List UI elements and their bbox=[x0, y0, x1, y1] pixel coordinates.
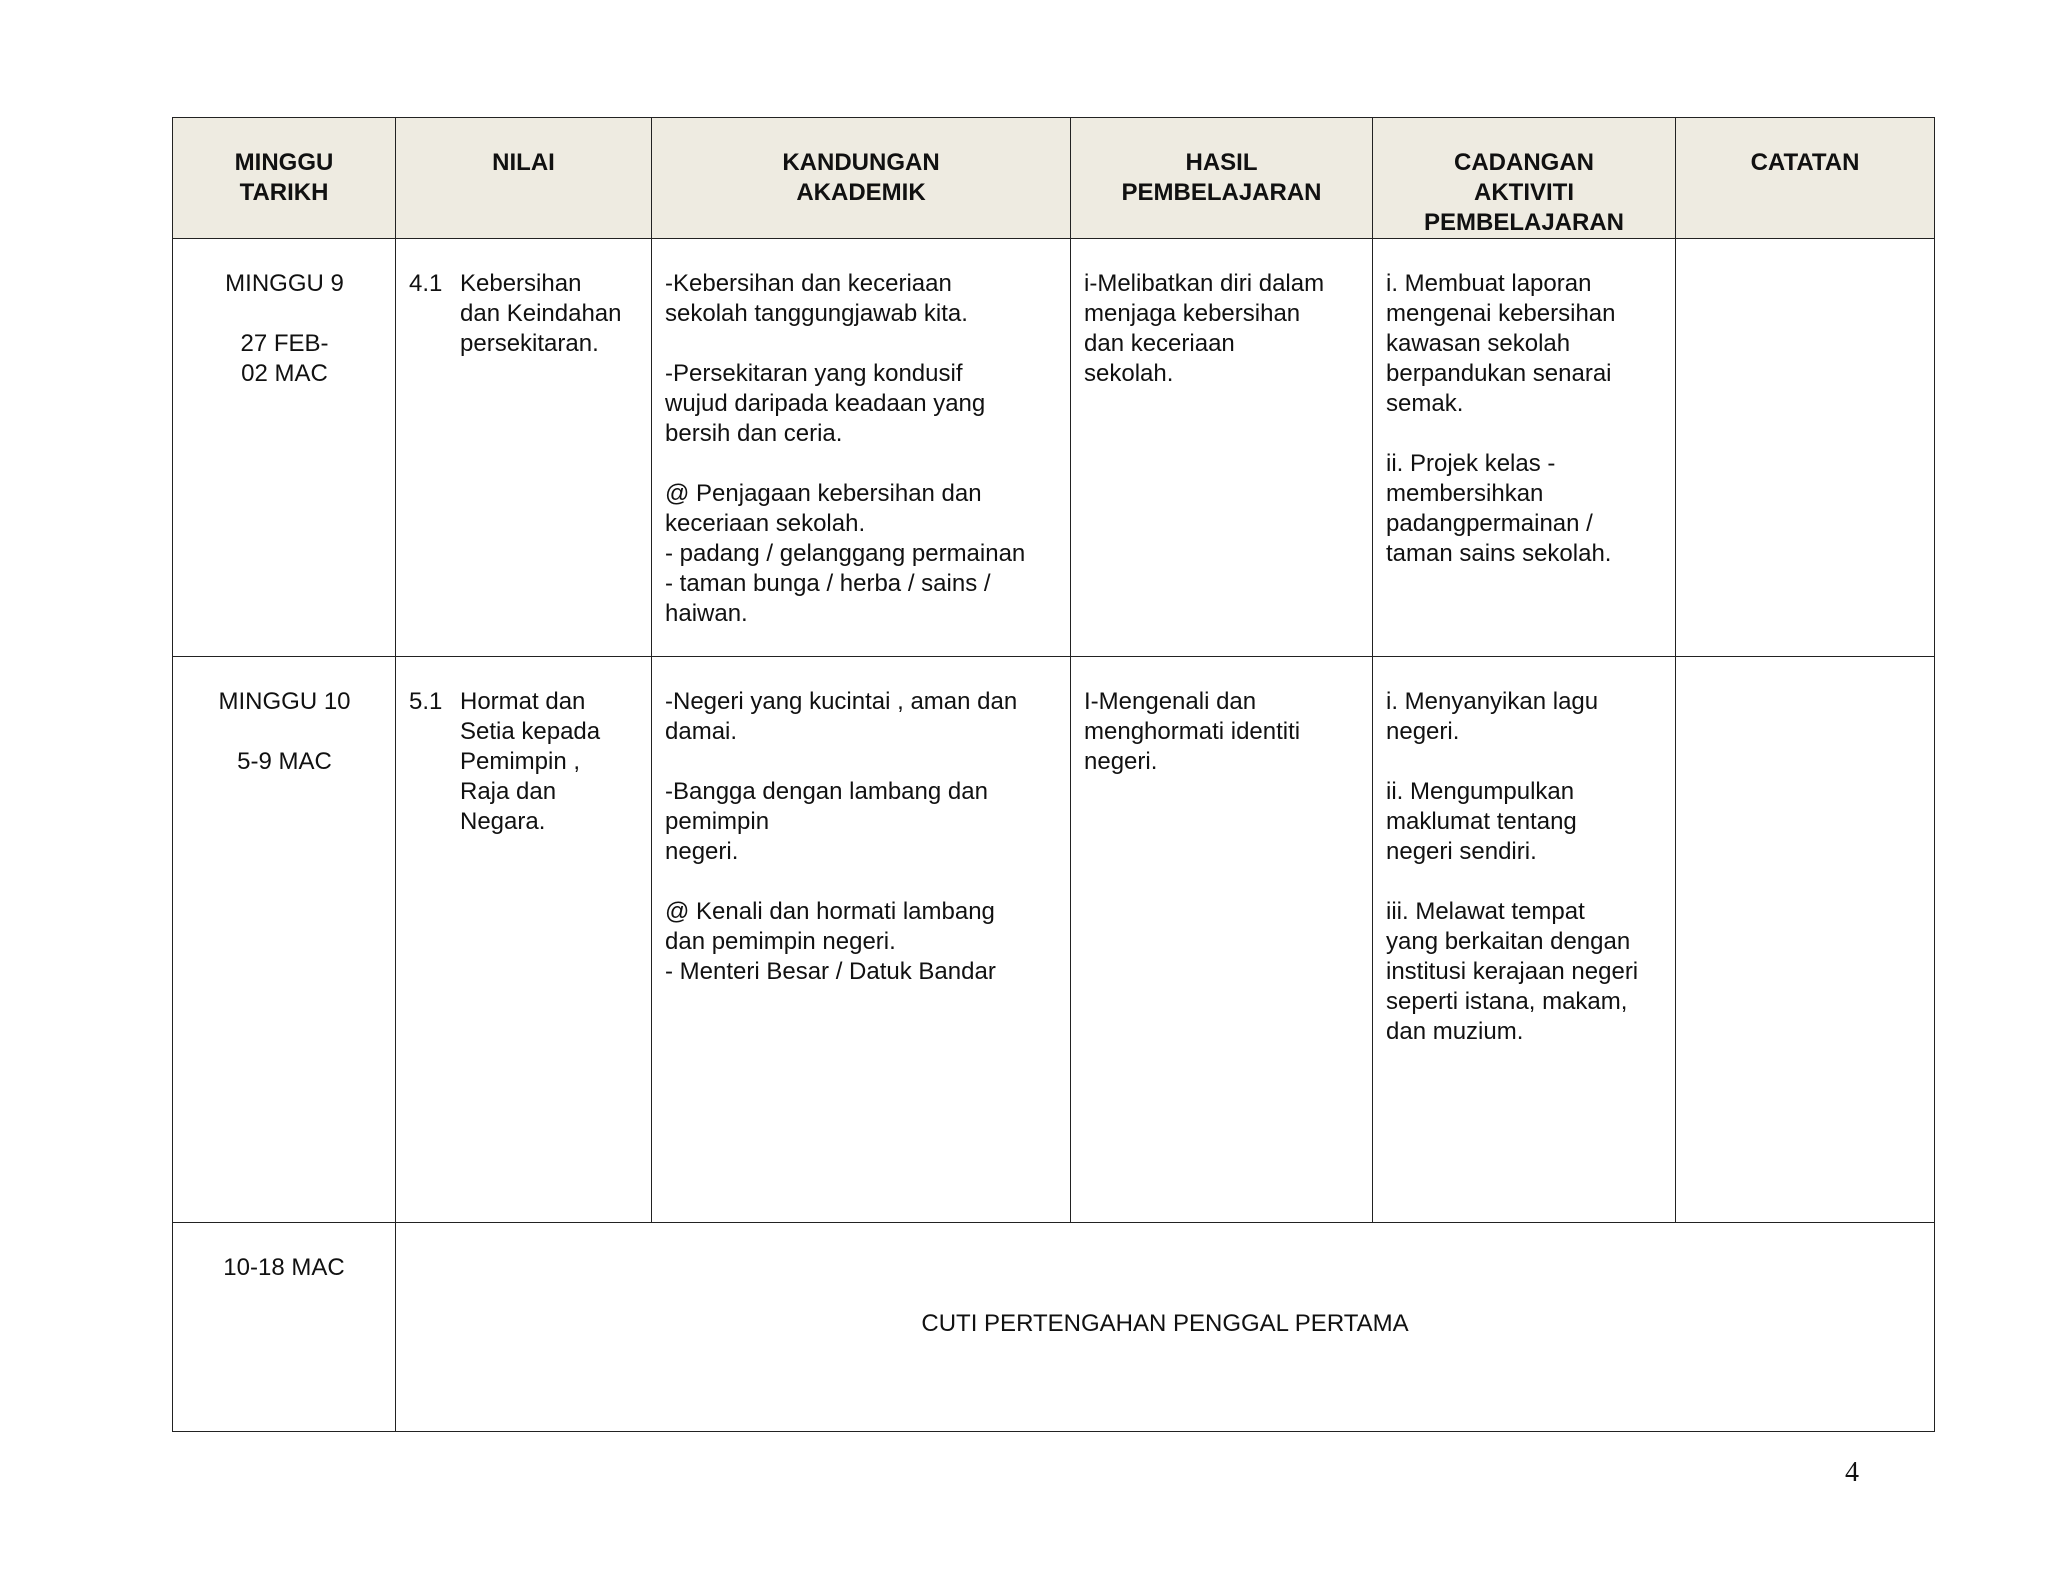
kandungan-cell bbox=[652, 657, 1071, 1223]
cadangan-cell bbox=[1373, 239, 1676, 657]
table-row bbox=[173, 657, 1935, 1223]
cadangan-item: i. Menyanyikan lagu negeri. bbox=[1386, 688, 1599, 745]
week-cell bbox=[173, 657, 396, 1223]
page-number: 4 bbox=[1845, 1457, 1859, 1488]
nilai-text: Hormat dan Setia kepada Pemimpin , Raja dan Negara. bbox=[460, 688, 601, 835]
break-text-cell bbox=[396, 1223, 1935, 1432]
kandungan-paragraph: -Persekitaran yang kondusif wujud daripada keadaan yang bersih dan ceria. bbox=[665, 360, 986, 447]
catatan-cell bbox=[1676, 239, 1935, 657]
date-label: 5-9 MAC bbox=[237, 748, 332, 775]
kandungan-paragraph: -Kebersihan dan keceriaan sekolah tanggungjawab kita. bbox=[665, 270, 968, 327]
week-label: MINGGU 10 bbox=[218, 688, 351, 715]
hasil-cell bbox=[1071, 239, 1373, 657]
week-label: MINGGU 9 bbox=[225, 270, 344, 297]
break-text: CUTI PERTENGAHAN PENGGAL PERTAMA bbox=[921, 1310, 1409, 1337]
break-date-label: 10-18 MAC bbox=[223, 1254, 345, 1281]
kandungan-cell bbox=[652, 239, 1071, 657]
nilai-number: 4.1 bbox=[409, 270, 443, 297]
cadangan-item: ii. Projek kelas - membersihkan padangpermainan / taman sains sekolah. bbox=[1386, 450, 1612, 567]
catatan-cell bbox=[1676, 657, 1935, 1223]
cadangan-item: ii. Mengumpulkan maklumat tentang negeri sendiri. bbox=[1386, 778, 1577, 865]
header-row bbox=[173, 118, 1935, 239]
header-cadangan: CADANGAN AKTIVITI PEMBELAJARAN bbox=[1373, 118, 1676, 239]
header-catatan: CATATAN bbox=[1676, 118, 1935, 239]
header-nilai: NILAI bbox=[396, 118, 652, 239]
break-row bbox=[173, 1223, 1935, 1432]
kandungan-paragraph: @ Kenali dan hormati lambang dan pemimpin negeri. - Menteri Besar / Datuk Bandar bbox=[665, 898, 996, 985]
hasil-text: I-Mengenali dan menghormati identiti negeri. bbox=[1084, 688, 1301, 775]
nilai-cell bbox=[396, 657, 652, 1223]
cadangan-item: i. Membuat laporan mengenai kebersihan kawasan sekolah berpandukan senarai semak. bbox=[1386, 270, 1616, 417]
header-hasil: HASIL PEMBELAJARAN bbox=[1071, 118, 1373, 239]
cadangan-item: iii. Melawat tempat yang berkaitan dengan institusi kerajaan negeri seperti istana, makam, dan muzium. bbox=[1386, 898, 1639, 1045]
nilai-number: 5.1 bbox=[409, 688, 443, 715]
hasil-text: i-Melibatkan diri dalam menjaga kebersihan dan keceriaan sekolah. bbox=[1084, 270, 1325, 387]
date-label: 27 FEB- 02 MAC bbox=[240, 330, 329, 387]
header-minggu-tarikh: MINGGU TARIKH bbox=[173, 118, 396, 239]
lesson-plan-table bbox=[172, 117, 1935, 1432]
kandungan-paragraph: -Bangga dengan lambang dan pemimpin negeri. bbox=[665, 778, 988, 865]
table-row bbox=[173, 239, 1935, 657]
hasil-cell bbox=[1071, 657, 1373, 1223]
cadangan-cell bbox=[1373, 657, 1676, 1223]
break-date-cell bbox=[173, 1223, 396, 1432]
nilai-text: Kebersihan dan Keindahan persekitaran. bbox=[460, 270, 622, 357]
week-cell bbox=[173, 239, 396, 657]
kandungan-paragraph: -Negeri yang kucintai , aman dan damai. bbox=[665, 688, 1018, 745]
header-kandungan: KANDUNGAN AKADEMIK bbox=[652, 118, 1071, 239]
kandungan-paragraph: @ Penjagaan kebersihan dan keceriaan sekolah. - padang / gelanggang permainan - taman bunga / herba / sains / haiwan. bbox=[665, 480, 1026, 627]
nilai-cell bbox=[396, 239, 652, 657]
